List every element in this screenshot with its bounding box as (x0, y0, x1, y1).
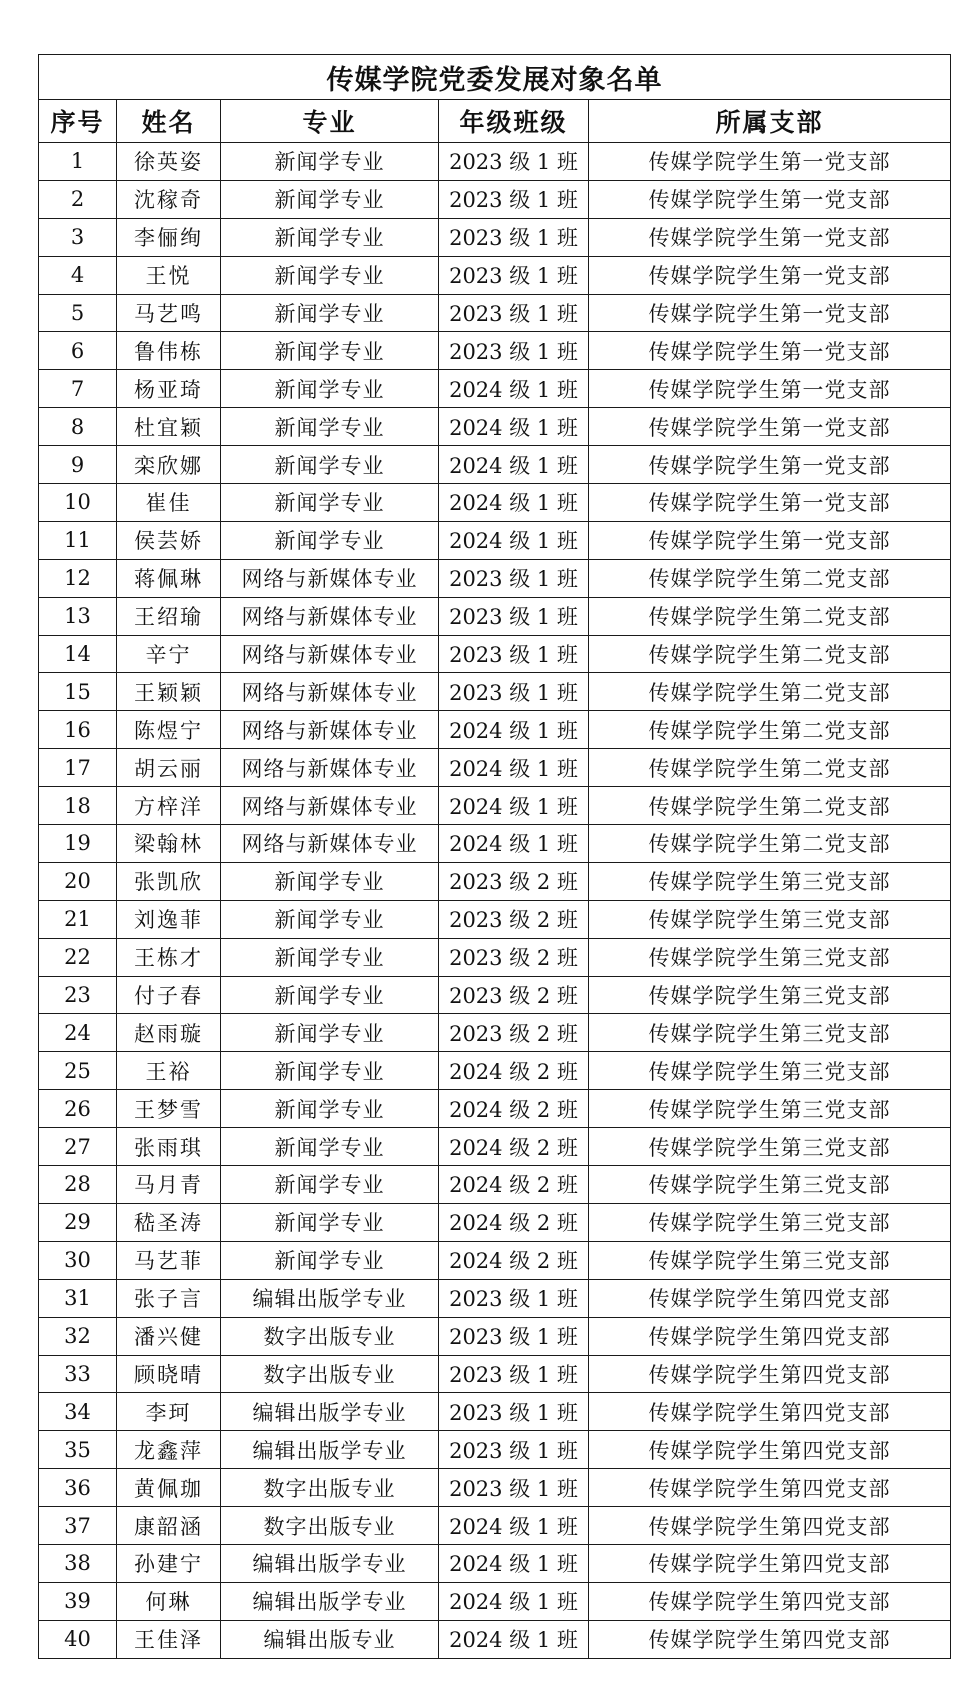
cell-branch: 传媒学院学生第三党支部 (589, 1166, 951, 1204)
cell-major: 编辑出版专业 (221, 1620, 439, 1658)
table-row (39, 673, 951, 711)
cell-major: 编辑出版学专业 (221, 1393, 439, 1431)
table-row (39, 294, 951, 332)
column-header-class: 年级班级 (439, 100, 589, 143)
cell-name: 马艺鸣 (117, 294, 221, 332)
cell-no: 14 (39, 635, 117, 673)
cell-no: 34 (39, 1393, 117, 1431)
cell-major: 新闻学专业 (221, 1166, 439, 1204)
cell-branch: 传媒学院学生第一党支部 (589, 370, 951, 408)
cell-branch: 传媒学院学生第一党支部 (589, 294, 951, 332)
cell-name: 王裕 (117, 1052, 221, 1090)
cell-no: 13 (39, 597, 117, 635)
cell-no: 3 (39, 218, 117, 256)
cell-branch: 传媒学院学生第一党支部 (589, 256, 951, 294)
cell-name: 王梦雪 (117, 1090, 221, 1128)
cell-major: 新闻学专业 (221, 332, 439, 370)
table-row (39, 1544, 951, 1582)
cell-name: 嵇圣涛 (117, 1203, 221, 1241)
table-row (39, 521, 951, 559)
cell-class: 2024 级 1 班 (439, 711, 589, 749)
cell-class: 2023 级 1 班 (439, 256, 589, 294)
cell-branch: 传媒学院学生第二党支部 (589, 711, 951, 749)
cell-name: 刘逸菲 (117, 900, 221, 938)
cell-class: 2024 级 2 班 (439, 1203, 589, 1241)
cell-branch: 传媒学院学生第三党支部 (589, 862, 951, 900)
header-row (39, 100, 951, 143)
cell-major: 新闻学专业 (221, 900, 439, 938)
cell-no: 12 (39, 559, 117, 597)
cell-name: 李俪绚 (117, 218, 221, 256)
cell-major: 网络与新媒体专业 (221, 673, 439, 711)
cell-name: 马月青 (117, 1166, 221, 1204)
cell-name: 龙鑫萍 (117, 1431, 221, 1469)
cell-no: 25 (39, 1052, 117, 1090)
cell-branch: 传媒学院学生第三党支部 (589, 1014, 951, 1052)
table-row (39, 1620, 951, 1658)
cell-name: 胡云丽 (117, 749, 221, 787)
cell-branch: 传媒学院学生第二党支部 (589, 825, 951, 863)
cell-name: 张凯欣 (117, 862, 221, 900)
cell-major: 新闻学专业 (221, 1241, 439, 1279)
cell-name: 栾欣娜 (117, 446, 221, 484)
cell-class: 2024 级 2 班 (439, 1052, 589, 1090)
roster-body (39, 143, 951, 1659)
cell-class: 2023 级 2 班 (439, 900, 589, 938)
table-row (39, 1582, 951, 1620)
table-row (39, 1090, 951, 1128)
cell-class: 2024 级 1 班 (439, 787, 589, 825)
cell-name: 孙建宁 (117, 1544, 221, 1582)
cell-name: 王佳泽 (117, 1620, 221, 1658)
cell-branch: 传媒学院学生第一党支部 (589, 332, 951, 370)
cell-no: 6 (39, 332, 117, 370)
cell-branch: 传媒学院学生第二党支部 (589, 635, 951, 673)
table-row (39, 597, 951, 635)
cell-branch: 传媒学院学生第一党支部 (589, 218, 951, 256)
cell-major: 新闻学专业 (221, 446, 439, 484)
cell-name: 赵雨璇 (117, 1014, 221, 1052)
cell-major: 网络与新媒体专业 (221, 825, 439, 863)
cell-branch: 传媒学院学生第四党支部 (589, 1507, 951, 1545)
table-row (39, 1014, 951, 1052)
cell-class: 2023 级 1 班 (439, 1469, 589, 1507)
cell-branch: 传媒学院学生第一党支部 (589, 484, 951, 522)
cell-major: 新闻学专业 (221, 938, 439, 976)
cell-branch: 传媒学院学生第三党支部 (589, 1128, 951, 1166)
table-row (39, 332, 951, 370)
cell-class: 2023 级 1 班 (439, 294, 589, 332)
table-row (39, 1128, 951, 1166)
cell-no: 4 (39, 256, 117, 294)
table-row (39, 1279, 951, 1317)
cell-major: 新闻学专业 (221, 294, 439, 332)
table-row (39, 787, 951, 825)
column-header-no: 序号 (39, 100, 117, 143)
cell-major: 新闻学专业 (221, 1203, 439, 1241)
cell-major: 数字出版专业 (221, 1355, 439, 1393)
cell-no: 32 (39, 1317, 117, 1355)
cell-major: 网络与新媒体专业 (221, 597, 439, 635)
cell-no: 22 (39, 938, 117, 976)
cell-name: 王悦 (117, 256, 221, 294)
cell-name: 顾晓晴 (117, 1355, 221, 1393)
cell-branch: 传媒学院学生第一党支部 (589, 446, 951, 484)
cell-no: 29 (39, 1203, 117, 1241)
column-header-major: 专业 (221, 100, 439, 143)
cell-branch: 传媒学院学生第三党支部 (589, 976, 951, 1014)
table-row (39, 1355, 951, 1393)
table-row (39, 900, 951, 938)
cell-no: 38 (39, 1544, 117, 1582)
cell-branch: 传媒学院学生第四党支部 (589, 1469, 951, 1507)
cell-name: 王颖颖 (117, 673, 221, 711)
column-header-branch: 所属支部 (589, 100, 951, 143)
cell-branch: 传媒学院学生第四党支部 (589, 1620, 951, 1658)
table-row (39, 862, 951, 900)
cell-branch: 传媒学院学生第一党支部 (589, 143, 951, 181)
cell-name: 方梓洋 (117, 787, 221, 825)
cell-branch: 传媒学院学生第一党支部 (589, 180, 951, 218)
table-row (39, 635, 951, 673)
cell-name: 杜宜颖 (117, 408, 221, 446)
cell-class: 2023 级 2 班 (439, 976, 589, 1014)
table-row (39, 1241, 951, 1279)
table-row (39, 825, 951, 863)
table-row (39, 1317, 951, 1355)
cell-major: 新闻学专业 (221, 1052, 439, 1090)
cell-no: 18 (39, 787, 117, 825)
cell-class: 2024 级 2 班 (439, 1241, 589, 1279)
cell-no: 1 (39, 143, 117, 181)
cell-no: 21 (39, 900, 117, 938)
roster-table (38, 54, 951, 1659)
cell-class: 2023 级 1 班 (439, 673, 589, 711)
cell-no: 31 (39, 1279, 117, 1317)
cell-class: 2023 级 1 班 (439, 1355, 589, 1393)
cell-name: 陈煜宁 (117, 711, 221, 749)
cell-class: 2023 级 1 班 (439, 597, 589, 635)
cell-major: 新闻学专业 (221, 976, 439, 1014)
cell-no: 37 (39, 1507, 117, 1545)
cell-branch: 传媒学院学生第三党支部 (589, 938, 951, 976)
cell-branch: 传媒学院学生第二党支部 (589, 749, 951, 787)
cell-name: 蒋佩琳 (117, 559, 221, 597)
cell-name: 辛宁 (117, 635, 221, 673)
column-header-name: 姓名 (117, 100, 221, 143)
cell-branch: 传媒学院学生第四党支部 (589, 1544, 951, 1582)
cell-major: 新闻学专业 (221, 408, 439, 446)
cell-branch: 传媒学院学生第四党支部 (589, 1431, 951, 1469)
cell-major: 新闻学专业 (221, 484, 439, 522)
cell-major: 新闻学专业 (221, 370, 439, 408)
cell-class: 2023 级 1 班 (439, 1393, 589, 1431)
cell-major: 网络与新媒体专业 (221, 787, 439, 825)
cell-class: 2023 级 1 班 (439, 1317, 589, 1355)
cell-no: 40 (39, 1620, 117, 1658)
cell-class: 2024 级 1 班 (439, 446, 589, 484)
cell-major: 网络与新媒体专业 (221, 711, 439, 749)
cell-name: 徐英姿 (117, 143, 221, 181)
cell-class: 2023 级 2 班 (439, 862, 589, 900)
cell-branch: 传媒学院学生第二党支部 (589, 597, 951, 635)
cell-branch: 传媒学院学生第四党支部 (589, 1355, 951, 1393)
cell-branch: 传媒学院学生第三党支部 (589, 1241, 951, 1279)
cell-name: 沈稼奇 (117, 180, 221, 218)
cell-class: 2024 级 1 班 (439, 521, 589, 559)
table-row (39, 1393, 951, 1431)
cell-no: 2 (39, 180, 117, 218)
cell-name: 梁翰林 (117, 825, 221, 863)
table-row (39, 1469, 951, 1507)
cell-no: 36 (39, 1469, 117, 1507)
cell-name: 李珂 (117, 1393, 221, 1431)
cell-class: 2024 级 1 班 (439, 370, 589, 408)
cell-major: 数字出版专业 (221, 1507, 439, 1545)
table-row (39, 408, 951, 446)
roster-sheet (38, 54, 950, 1659)
cell-no: 23 (39, 976, 117, 1014)
cell-no: 8 (39, 408, 117, 446)
cell-name: 张子言 (117, 1279, 221, 1317)
table-row (39, 446, 951, 484)
cell-class: 2023 级 1 班 (439, 1431, 589, 1469)
table-row (39, 938, 951, 976)
cell-class: 2024 级 2 班 (439, 1166, 589, 1204)
cell-name: 鲁伟栋 (117, 332, 221, 370)
cell-no: 26 (39, 1090, 117, 1128)
cell-branch: 传媒学院学生第四党支部 (589, 1279, 951, 1317)
table-row (39, 1203, 951, 1241)
cell-name: 侯芸娇 (117, 521, 221, 559)
cell-class: 2023 级 1 班 (439, 218, 589, 256)
cell-class: 2024 级 2 班 (439, 1090, 589, 1128)
cell-no: 30 (39, 1241, 117, 1279)
cell-branch: 传媒学院学生第三党支部 (589, 1052, 951, 1090)
cell-class: 2024 级 1 班 (439, 1507, 589, 1545)
cell-name: 黄佩珈 (117, 1469, 221, 1507)
cell-name: 潘兴健 (117, 1317, 221, 1355)
cell-major: 新闻学专业 (221, 1014, 439, 1052)
cell-class: 2023 级 1 班 (439, 180, 589, 218)
cell-major: 数字出版专业 (221, 1317, 439, 1355)
cell-branch: 传媒学院学生第二党支部 (589, 559, 951, 597)
cell-branch: 传媒学院学生第四党支部 (589, 1582, 951, 1620)
cell-name: 崔佳 (117, 484, 221, 522)
cell-class: 2024 级 1 班 (439, 408, 589, 446)
cell-name: 马艺菲 (117, 1241, 221, 1279)
cell-name: 王栋才 (117, 938, 221, 976)
cell-major: 新闻学专业 (221, 143, 439, 181)
cell-major: 编辑出版学专业 (221, 1544, 439, 1582)
table-row (39, 180, 951, 218)
cell-branch: 传媒学院学生第四党支部 (589, 1393, 951, 1431)
cell-class: 2024 级 1 班 (439, 1582, 589, 1620)
table-row (39, 143, 951, 181)
cell-major: 数字出版专业 (221, 1469, 439, 1507)
cell-major: 网络与新媒体专业 (221, 635, 439, 673)
cell-name: 付子春 (117, 976, 221, 1014)
cell-no: 20 (39, 862, 117, 900)
cell-class: 2023 级 1 班 (439, 635, 589, 673)
cell-major: 编辑出版学专业 (221, 1431, 439, 1469)
cell-class: 2023 级 2 班 (439, 1014, 589, 1052)
cell-branch: 传媒学院学生第四党支部 (589, 1317, 951, 1355)
cell-no: 33 (39, 1355, 117, 1393)
cell-no: 28 (39, 1166, 117, 1204)
cell-major: 新闻学专业 (221, 180, 439, 218)
document-title: 传媒学院党委发展对象名单 (39, 55, 951, 100)
cell-major: 新闻学专业 (221, 1090, 439, 1128)
cell-no: 7 (39, 370, 117, 408)
cell-name: 康韶涵 (117, 1507, 221, 1545)
cell-class: 2024 级 1 班 (439, 749, 589, 787)
table-row (39, 1507, 951, 1545)
cell-no: 19 (39, 825, 117, 863)
cell-major: 编辑出版学专业 (221, 1582, 439, 1620)
cell-no: 5 (39, 294, 117, 332)
cell-no: 10 (39, 484, 117, 522)
cell-class: 2023 级 1 班 (439, 1279, 589, 1317)
table-row (39, 484, 951, 522)
cell-branch: 传媒学院学生第三党支部 (589, 900, 951, 938)
cell-no: 9 (39, 446, 117, 484)
cell-major: 网络与新媒体专业 (221, 559, 439, 597)
cell-class: 2023 级 1 班 (439, 559, 589, 597)
cell-major: 新闻学专业 (221, 1128, 439, 1166)
cell-branch: 传媒学院学生第二党支部 (589, 787, 951, 825)
cell-branch: 传媒学院学生第一党支部 (589, 521, 951, 559)
cell-no: 11 (39, 521, 117, 559)
cell-name: 何琳 (117, 1582, 221, 1620)
cell-no: 16 (39, 711, 117, 749)
cell-no: 35 (39, 1431, 117, 1469)
table-row (39, 976, 951, 1014)
cell-class: 2024 级 2 班 (439, 1128, 589, 1166)
cell-class: 2024 级 1 班 (439, 484, 589, 522)
table-row (39, 370, 951, 408)
table-row (39, 1166, 951, 1204)
cell-class: 2023 级 1 班 (439, 332, 589, 370)
table-row (39, 1052, 951, 1090)
cell-major: 新闻学专业 (221, 862, 439, 900)
cell-no: 39 (39, 1582, 117, 1620)
table-row (39, 711, 951, 749)
table-row (39, 559, 951, 597)
cell-branch: 传媒学院学生第二党支部 (589, 673, 951, 711)
cell-major: 网络与新媒体专业 (221, 749, 439, 787)
cell-no: 15 (39, 673, 117, 711)
cell-branch: 传媒学院学生第三党支部 (589, 1090, 951, 1128)
cell-major: 新闻学专业 (221, 521, 439, 559)
cell-class: 2023 级 2 班 (439, 938, 589, 976)
cell-no: 27 (39, 1128, 117, 1166)
cell-class: 2023 级 1 班 (439, 143, 589, 181)
cell-class: 2024 级 1 班 (439, 1544, 589, 1582)
cell-branch: 传媒学院学生第一党支部 (589, 408, 951, 446)
cell-name: 杨亚琦 (117, 370, 221, 408)
cell-no: 17 (39, 749, 117, 787)
cell-branch: 传媒学院学生第三党支部 (589, 1203, 951, 1241)
cell-major: 新闻学专业 (221, 218, 439, 256)
cell-major: 编辑出版学专业 (221, 1279, 439, 1317)
cell-major: 新闻学专业 (221, 256, 439, 294)
table-row (39, 218, 951, 256)
cell-class: 2024 级 1 班 (439, 825, 589, 863)
cell-no: 24 (39, 1014, 117, 1052)
table-row (39, 1431, 951, 1469)
cell-name: 张雨琪 (117, 1128, 221, 1166)
table-row (39, 256, 951, 294)
cell-class: 2024 级 1 班 (439, 1620, 589, 1658)
cell-name: 王绍瑜 (117, 597, 221, 635)
table-row (39, 749, 951, 787)
